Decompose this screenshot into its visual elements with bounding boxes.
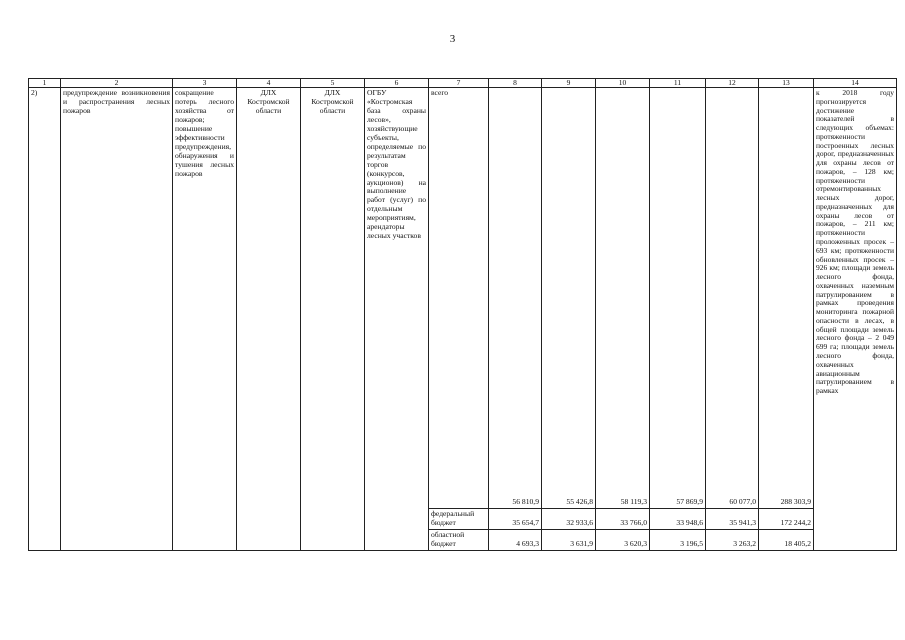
activity-row [29,88,897,509]
total-value: 55 426,8 [542,88,596,509]
total-value: 57 869,9 [650,88,706,509]
column-number-row [29,79,897,88]
column-number: 3 [173,79,237,88]
participants: ОГБУ «Костромская база охраны лесов», хозяйствующие субъекты, определяемые по результатам торгов (конкурсов, аукционов) на выполнение работ (услуг) по отдельным мероприятиям, арендаторы лесных участков [365,88,429,551]
column-number: 9 [542,79,596,88]
target-indicators: к 2018 году прогнозируется достижение показателей в следующих объемах: протяженности построенных лесных дорог, предназначенных для охраны лесов от пожаров, – 128 км; протяженности отремонтированных лесных дорог, предназначенных для охраны лесов от пожаров, – 211 км; протяженности проложенных просек – 693 км; протяженности обновленных просек – 926 км; площади земель лесного фонда, охваченных наземным патрулированием в рамках проведения мониторинга пожарной опасности в лесах, в общей площади земель лесного фонда – 2 049 699 га; площади земель лесного фонда, охваченных авиационным патрулированием в рамках [814,88,897,551]
regional-value: 3 620,3 [596,529,650,550]
funding-source: областной бюджет [429,529,489,550]
column-number: 13 [759,79,814,88]
activity-number: 2) [29,88,61,551]
total-value: 288 303,9 [759,88,814,509]
federal-value: 35 654,7 [489,509,542,530]
expected-result: сокращение потерь лесного хозяйства от пожаров; повышение эффективности предупреждения, обнаружения и тушения лесных пожаров [173,88,237,551]
funding-source-total: всего [429,88,489,509]
regional-value: 18 405,2 [759,529,814,550]
column-number: 1 [29,79,61,88]
regional-value: 3 631,9 [542,529,596,550]
column-number: 11 [650,79,706,88]
column-number: 4 [237,79,301,88]
federal-value: 35 941,3 [706,509,759,530]
federal-value: 33 948,6 [650,509,706,530]
responsible-executor: ДЛХ Костромской области [237,88,301,551]
regional-value: 3 196,5 [650,529,706,550]
column-number: 10 [596,79,650,88]
page-number: 3 [449,33,456,45]
regional-value: 3 263,2 [706,529,759,550]
federal-value: 32 933,6 [542,509,596,530]
column-number: 7 [429,79,489,88]
total-value: 58 119,3 [596,88,650,509]
federal-value: 33 766,0 [596,509,650,530]
co-executor: ДЛХ Костромской области [301,88,365,551]
funding-source: федеральный бюджет [429,509,489,530]
total-value: 56 810,9 [489,88,542,509]
column-number: 5 [301,79,365,88]
column-number: 8 [489,79,542,88]
column-number: 2 [61,79,173,88]
total-value: 60 077,0 [706,88,759,509]
column-number: 12 [706,79,759,88]
regional-value: 4 693,3 [489,529,542,550]
federal-value: 172 244,2 [759,509,814,530]
activity-name: предупреждение возникновения и распространения лесных пожаров [61,88,173,551]
column-number: 6 [365,79,429,88]
column-number: 14 [814,79,897,88]
program-activities-table [28,78,897,551]
